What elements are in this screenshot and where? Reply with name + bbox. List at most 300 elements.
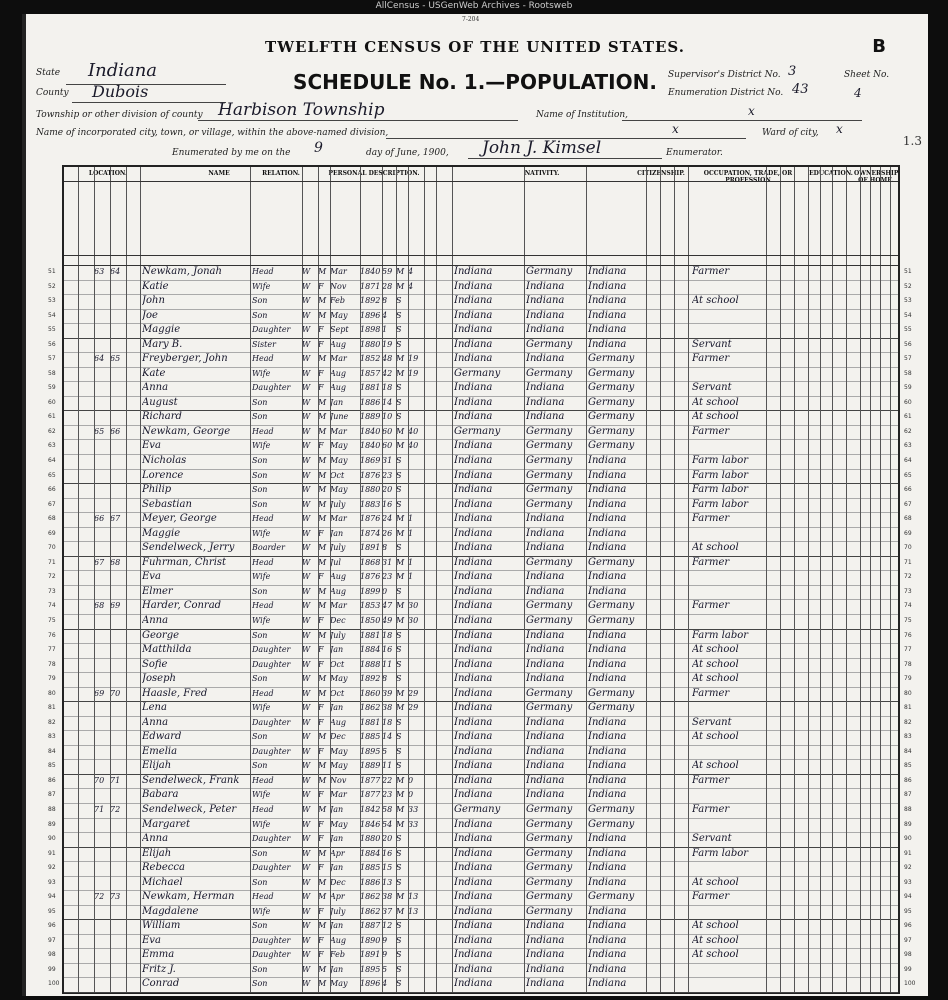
cell-month: May (330, 674, 348, 684)
cell-b: Indiana (454, 876, 493, 888)
cell-b: Germany (454, 803, 501, 815)
line-number-right: 68 (904, 515, 912, 523)
cell-ms: M (396, 572, 405, 582)
cell-name: Mary B. (142, 338, 183, 350)
cell-yrs: 33 (408, 804, 419, 814)
cell-year: 1862 (360, 703, 381, 713)
cell-bm: Indiana (588, 266, 627, 277)
cell-bm: Indiana (588, 673, 627, 685)
cell-bf: Indiana (526, 629, 565, 641)
cell-b: Indiana (454, 702, 493, 714)
cell-bf: Germany (526, 266, 573, 277)
line-number: 95 (48, 907, 56, 915)
cell-name: Haasle, Fred (142, 687, 208, 699)
cell-month: Mar (330, 790, 347, 800)
cell-rel: Daughter (252, 863, 291, 873)
cell-year: 1895 (360, 746, 381, 756)
line-number: 98 (48, 951, 56, 959)
cell-occ: Farmer (692, 425, 730, 437)
cell-yrs: 0 (408, 790, 414, 800)
cell-bm: Indiana (588, 833, 627, 845)
cell-year: 1862 (360, 892, 381, 902)
column-rule (660, 167, 661, 992)
line-number: 93 (48, 878, 56, 886)
cell-name: Newkam, George (142, 425, 231, 437)
cell-bf: Indiana (526, 658, 565, 670)
cell-ms: S (396, 674, 402, 684)
page-number: 7-204 (462, 16, 480, 23)
cell-age: 1 (382, 325, 388, 335)
cell-ms: M (396, 703, 405, 713)
cell-month: Mar (330, 354, 347, 364)
cell-sex: F (318, 659, 324, 669)
column-rule (250, 167, 251, 992)
line-number-right: 91 (904, 849, 912, 857)
cell-age: 18 (382, 717, 393, 727)
line-number-right: 71 (904, 558, 912, 566)
cell-yrs: 19 (408, 368, 419, 378)
cell-rel: Head (252, 688, 274, 698)
cell-sex: M (318, 296, 327, 306)
cell-name: Sendelweck, Peter (142, 803, 237, 815)
cell-name: Philip (142, 484, 172, 496)
cell-color: W (302, 746, 311, 756)
cell-month: Jan (330, 834, 344, 844)
cell-name: Elijah (142, 847, 172, 859)
line-number-right: 100 (904, 980, 916, 988)
line-number-right: 69 (904, 529, 912, 537)
cell-month: May (330, 310, 348, 320)
column-rule (302, 167, 303, 992)
cell-bf: Indiana (526, 731, 565, 743)
line-number: 83 (48, 733, 56, 741)
county-underline (72, 102, 226, 103)
cell-age: 9 (382, 950, 388, 960)
supervisor-label: Supervisor's District No. (668, 70, 781, 80)
column-rule (794, 167, 795, 992)
cell-ms: S (396, 499, 402, 509)
cell-occ: Farmer (692, 266, 730, 277)
cell-bf: Germany (526, 367, 573, 379)
state-value: Indiana (88, 60, 158, 81)
cell-year: 1874 (360, 528, 381, 538)
cell-month: Feb (330, 296, 345, 306)
cell-yrs: 1 (408, 528, 414, 538)
cell-bf: Indiana (526, 745, 565, 757)
cell-dw: 65 (94, 426, 105, 436)
group-relation: RELATION. (262, 170, 300, 177)
cell-fam: 64 (110, 267, 121, 276)
cell-bm: Indiana (588, 862, 627, 874)
cell-color: W (302, 412, 311, 422)
cell-rel: Son (252, 586, 268, 596)
cell-sex: F (318, 441, 324, 451)
line-number: 57 (48, 355, 56, 363)
column-rule (870, 167, 871, 992)
city-label: Name of incorporated city, town, or village, within the above-named division, (36, 128, 389, 138)
cell-b: Indiana (454, 556, 493, 568)
column-rule (860, 167, 861, 992)
line-number-right: 81 (904, 704, 912, 712)
cell-rel: Son (252, 499, 268, 509)
cell-fam: 67 (110, 514, 121, 524)
line-number-right: 94 (904, 893, 912, 901)
cell-color: W (302, 485, 311, 495)
cell-age: 48 (382, 354, 393, 364)
cell-rel: Daughter (252, 935, 291, 945)
cell-dw: 72 (94, 892, 105, 902)
cell-b: Indiana (454, 455, 493, 467)
column-rule (78, 167, 79, 992)
cell-bf: Indiana (526, 585, 565, 597)
township-label: Township or other division of county (36, 110, 203, 120)
cell-month: Jan (330, 921, 344, 931)
line-number-right: 88 (904, 805, 912, 813)
cell-color: W (302, 572, 311, 582)
cell-month: Oct (330, 659, 345, 669)
cell-year: 1884 (360, 848, 381, 858)
cell-color: W (302, 935, 311, 945)
cell-b: Indiana (454, 295, 493, 307)
cell-b: Indiana (454, 396, 493, 408)
cell-age: 4 (382, 310, 388, 320)
enumerated-date: day of June, 1900, (366, 148, 449, 158)
column-rule (832, 167, 833, 992)
cell-ms: M (396, 528, 405, 538)
cell-color: W (302, 456, 311, 466)
cell-bm: Germany (588, 382, 635, 394)
cell-rel: Head (252, 557, 274, 567)
cell-year: 1881 (360, 717, 381, 727)
cell-year: 1896 (360, 310, 381, 320)
cell-sex: M (318, 688, 327, 698)
cell-month: Nov (330, 775, 347, 785)
cell-name: Maggie (142, 324, 181, 336)
column-rule (110, 167, 111, 992)
cell-b: Indiana (454, 760, 493, 772)
cell-age: 11 (382, 659, 393, 669)
cell-occ: Servant (692, 338, 732, 350)
cell-month: Oct (330, 688, 345, 698)
cell-ms: S (396, 412, 402, 422)
cell-rel: Son (252, 412, 268, 422)
cell-yrs: 40 (408, 441, 419, 451)
cell-sex: F (318, 528, 324, 538)
cell-b: Indiana (454, 789, 493, 801)
cell-occ: At school (692, 673, 739, 685)
cell-occ: Farmer (692, 353, 730, 365)
cell-name: Fritz J. (142, 963, 176, 975)
cell-age: 58 (382, 804, 393, 814)
cell-rel: Head (252, 426, 274, 436)
group-occupation: OCCUPATION, TRADE, OR PROFESSION (703, 170, 793, 184)
cell-year: 1857 (360, 368, 381, 378)
line-number-right: 85 (904, 762, 912, 770)
cell-ms: S (396, 383, 402, 393)
cell-month: May (330, 746, 348, 756)
cell-color: W (302, 426, 311, 436)
cell-bf: Germany (526, 905, 573, 917)
cell-age: 37 (382, 906, 393, 916)
cell-sex: M (318, 601, 327, 611)
line-number-right: 60 (904, 398, 912, 406)
cell-dw: 63 (94, 267, 105, 276)
cell-rel: Head (252, 892, 274, 902)
cell-yrs: 4 (408, 267, 414, 276)
cell-bm: Indiana (588, 527, 627, 539)
supervisor-value: 3 (788, 64, 797, 79)
cell-bm: Indiana (588, 905, 627, 917)
cell-color: W (302, 688, 311, 698)
line-number: 80 (48, 689, 56, 697)
cell-fam: 71 (110, 775, 121, 785)
cell-bf: Indiana (526, 920, 565, 932)
line-number-right: 79 (904, 675, 912, 683)
cell-year: 1840 (360, 426, 381, 436)
cell-year: 1840 (360, 267, 381, 276)
cell-color: W (302, 877, 311, 887)
state-label: State (36, 68, 61, 78)
cell-name: Fuhrman, Christ (142, 556, 227, 568)
cell-age: 10 (382, 412, 393, 422)
cell-name: Eva (142, 571, 161, 583)
cell-ms: M (396, 688, 405, 698)
cell-bm: Germany (588, 891, 635, 903)
line-number: 51 (48, 268, 56, 275)
cell-rel: Wife (252, 615, 271, 625)
cell-bm: Indiana (588, 760, 627, 772)
cell-sex: M (318, 586, 327, 596)
cell-age: 22 (382, 775, 393, 785)
cell-dw: 66 (94, 514, 105, 524)
cell-bf: Germany (526, 862, 573, 874)
line-number-right: 59 (904, 384, 912, 392)
cell-bm: Indiana (588, 847, 627, 859)
institution-label: Name of Institution, (536, 110, 629, 120)
cell-year: 1889 (360, 412, 381, 422)
cell-rel: Head (252, 267, 274, 276)
cell-year: 1880 (360, 485, 381, 495)
cell-age: 0 (382, 586, 388, 596)
cell-name: Anna (142, 833, 169, 845)
column-rule (586, 167, 587, 992)
line-number-right: 70 (904, 544, 912, 552)
cell-month: July (330, 499, 346, 509)
cell-month: May (330, 485, 348, 495)
cell-dw: 70 (94, 775, 105, 785)
cell-b: Indiana (454, 658, 493, 670)
cell-rel: Son (252, 732, 268, 742)
cell-fam: 68 (110, 557, 121, 567)
cell-b: Indiana (454, 644, 493, 656)
cell-year: 1887 (360, 921, 381, 931)
cell-bf: Germany (526, 876, 573, 888)
line-number-right: 67 (904, 500, 912, 508)
cell-year: 1899 (360, 586, 381, 596)
cell-name: Nicholas (142, 455, 187, 467)
cell-year: 1898 (360, 325, 381, 335)
cell-occ: Farm labor (692, 629, 749, 641)
cell-sex: M (318, 514, 327, 524)
cell-occ: Farm labor (692, 455, 749, 467)
line-number: 68 (48, 515, 56, 523)
cell-sex: F (318, 281, 324, 291)
line-number-right: 58 (904, 369, 912, 377)
cell-ms: M (396, 514, 405, 524)
cell-bm: Indiana (588, 731, 627, 743)
cell-name: George (142, 629, 180, 641)
cell-month: May (330, 456, 348, 466)
cell-sex: M (318, 426, 327, 436)
cell-month: Aug (330, 935, 347, 945)
cell-rel: Wife (252, 819, 271, 829)
cell-b: Indiana (454, 614, 493, 626)
cell-month: Apr (330, 848, 345, 858)
cell-bf: Germany (526, 891, 573, 903)
cell-age: 18 (382, 383, 393, 393)
cell-b: Indiana (454, 324, 493, 336)
cell-bf: Indiana (526, 949, 565, 961)
institution-value: x (748, 104, 755, 118)
line-number: 53 (48, 297, 56, 305)
cell-bm: Germany (588, 614, 635, 626)
cell-bm: Indiana (588, 280, 627, 292)
cell-ms: S (396, 543, 402, 553)
cell-name: Katie (142, 280, 169, 292)
line-number-right: 72 (904, 573, 912, 581)
line-number: 88 (48, 805, 56, 813)
cell-rel: Head (252, 514, 274, 524)
cell-bm: Germany (588, 396, 635, 408)
cell-bm: Germany (588, 803, 635, 815)
cell-rel: Son (252, 630, 268, 640)
cell-bf: Indiana (526, 382, 565, 394)
cell-ms: S (396, 964, 402, 974)
cell-fam: 69 (110, 601, 121, 611)
group-education: EDUCATION. (809, 170, 853, 177)
cell-bf: Indiana (526, 760, 565, 772)
line-number-right: 90 (904, 835, 912, 843)
cell-sex: M (318, 557, 327, 567)
cell-b: Indiana (454, 338, 493, 350)
cell-bf: Germany (526, 425, 573, 437)
cell-b: Germany (454, 425, 501, 437)
cell-rel: Son (252, 848, 268, 858)
cell-sex: F (318, 339, 324, 349)
cell-dw: 68 (94, 601, 105, 611)
cell-month: Mar (330, 267, 347, 276)
cell-rel: Daughter (252, 717, 291, 727)
cell-b: Indiana (454, 585, 493, 597)
column-rule (330, 167, 331, 992)
line-number-right: 51 (904, 268, 912, 275)
cell-bf: Indiana (526, 644, 565, 656)
header-rule (64, 181, 898, 182)
cell-color: W (302, 354, 311, 364)
cell-year: 1842 (360, 804, 381, 814)
cell-year: 1884 (360, 645, 381, 655)
township-underline (198, 120, 518, 121)
cell-age: 5 (382, 964, 388, 974)
line-number: 97 (48, 936, 56, 944)
cell-occ: Farm labor (692, 484, 749, 496)
cell-occ: At school (692, 411, 739, 423)
cell-ms: M (396, 804, 405, 814)
cell-ms: M (396, 601, 405, 611)
cell-ms: S (396, 979, 402, 989)
line-number-right: 83 (904, 733, 912, 741)
cell-year: 1886 (360, 397, 381, 407)
line-number-right: 86 (904, 776, 912, 784)
cell-color: W (302, 950, 311, 960)
cell-age: 60 (382, 441, 393, 451)
cell-age: 4 (382, 979, 388, 989)
cell-bm: Indiana (588, 513, 627, 525)
line-number-right: 66 (904, 486, 912, 494)
cell-year: 1876 (360, 572, 381, 582)
cell-b: Indiana (454, 774, 493, 786)
cell-rel: Son (252, 470, 268, 480)
line-number-right: 65 (904, 471, 912, 479)
cell-rel: Son (252, 397, 268, 407)
cell-rel: Daughter (252, 325, 291, 335)
cell-ms: M (396, 267, 405, 276)
line-number: 55 (48, 326, 56, 334)
cell-color: W (302, 732, 311, 742)
cell-age: 15 (382, 863, 393, 873)
cell-rel: Daughter (252, 834, 291, 844)
cell-ms: S (396, 397, 402, 407)
cell-ms: S (396, 325, 402, 335)
line-number: 79 (48, 675, 56, 683)
cell-b: Indiana (454, 309, 493, 321)
cell-bm: Germany (588, 425, 635, 437)
line-number: 72 (48, 573, 56, 581)
cell-bf: Germany (526, 484, 573, 496)
cell-ms: M (396, 557, 405, 567)
cell-ms: S (396, 659, 402, 669)
cell-rel: Wife (252, 441, 271, 451)
line-number: 94 (48, 893, 56, 901)
cell-sex: M (318, 543, 327, 553)
line-number: 74 (48, 602, 56, 610)
cell-bf: Indiana (526, 396, 565, 408)
cell-yrs: 33 (408, 819, 419, 829)
cell-year: 1885 (360, 863, 381, 873)
cell-ms: S (396, 921, 402, 931)
line-number-right: 54 (904, 311, 912, 319)
cell-occ: At school (692, 920, 739, 932)
enumeration-value: 43 (792, 82, 809, 97)
cell-ms: S (396, 296, 402, 306)
cell-sex: F (318, 703, 324, 713)
cell-occ: At school (692, 644, 739, 656)
cell-sex: F (318, 615, 324, 625)
cell-color: W (302, 717, 311, 727)
cell-bm: Germany (588, 556, 635, 568)
cell-name: John (142, 295, 165, 307)
line-number: 90 (48, 835, 56, 843)
cell-name: Freyberger, John (142, 353, 228, 365)
cell-color: W (302, 659, 311, 669)
cell-occ: Farmer (692, 687, 730, 699)
cell-occ: At school (692, 295, 739, 307)
line-number-right: 96 (904, 922, 912, 930)
cell-month: Aug (330, 368, 347, 378)
cell-year: 1846 (360, 819, 381, 829)
cell-ms: S (396, 717, 402, 727)
cell-year: 1881 (360, 383, 381, 393)
